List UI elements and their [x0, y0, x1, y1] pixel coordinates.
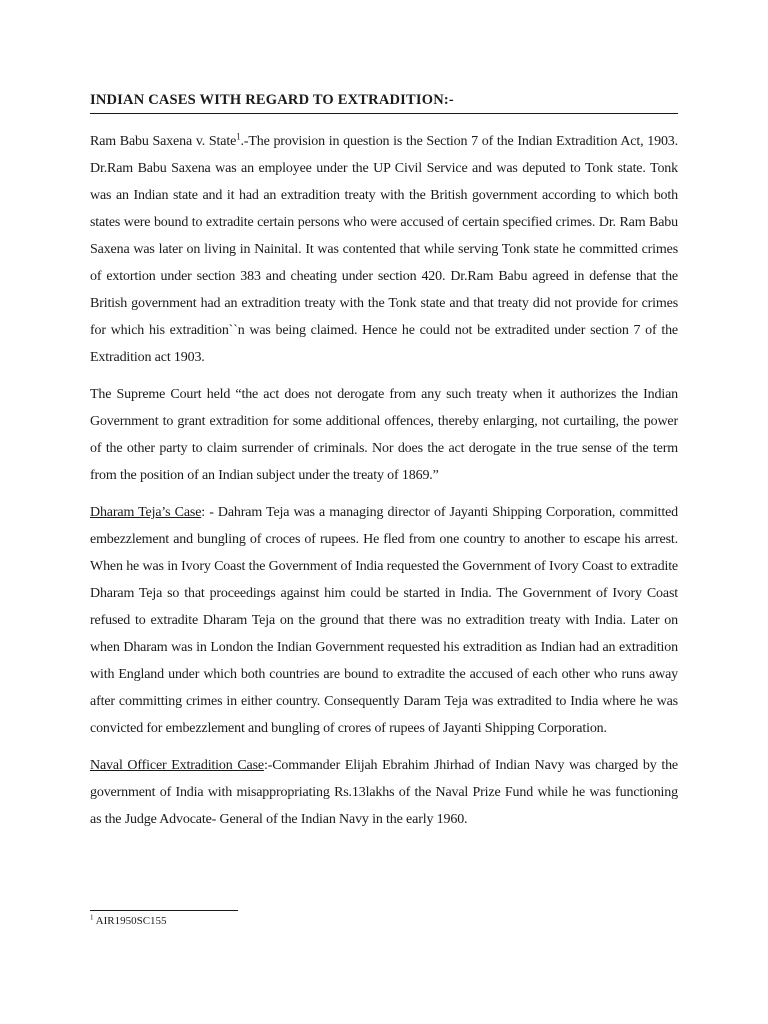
paragraph-supreme-court-held	[90, 381, 678, 489]
paragraph-text: : - Dahram Teja was a managing director of Jayanti Shipping Corporation, committed embezzlement and bungling of croces of rupees. He fled from one country to another to escape his arrest. When he was in Ivory Coast the Government of India requested the Government of Ivory Coast to extradite Dharam Teja so that proceedings against him could be started in India. The Government of Ivory Coast refused to extradite Dharam Teja on the ground that there was no extradition treaty with India. Later on when Dharam was in London the Indian Government requested his extradition as Indian had an extradition with England under which both countries are bound to extradite the accused of each other who runs away after committing crimes in either country. Consequently Daram Teja was extradited to India where he was convicted for embezzlement and bungling of crores of rupees of Jayanti Shipping Corporation.	[90, 505, 678, 736]
footnote-divider	[90, 910, 238, 911]
paragraph-text: :-Commander Elijah Ebrahim Jhirhad of Indian Navy was charged by the government of India with misappropriating Rs.13lakhs of the Naval Prize Fund while he was functioning as the Judge Advocate- General of the Indian Navy in the early 1960.	[90, 758, 678, 827]
case-name-naval-officer: Naval Officer Extradition Case	[90, 758, 264, 773]
footnote-ref[interactable]: 1	[236, 131, 241, 142]
document-body	[90, 92, 678, 843]
paragraph-dharam-teja	[90, 499, 678, 742]
paragraph-text: .-The provision in question is the Section 7 of the Indian Extradition Act, 1903. Dr.Ram Babu Saxena was an employee under the UP Civil Service and was deputed to Tonk state. Tonk was an Indian state and it had an extradition treaty with the British government according to which both states were bound to extradite certain persons who were accused of certain specified crimes. Dr. Ram Babu Saxena was later on living in Nainital. It was contented that while serving Tonk state he committed crimes of extortion under section 383 and cheating under section 420. Dr.Ram Babu agreed in defense that the British government had an extradition treaty with the Tonk state and that treaty did not provide for crimes for which his extradition``n was being claimed. Hence he could not be extradited under section 7 of the Extradition act 1903.	[90, 134, 678, 365]
section-heading: INDIAN CASES WITH REGARD TO EXTRADITION:-	[90, 92, 678, 114]
paragraph-naval-officer	[90, 752, 678, 833]
footnote-number: 1	[90, 913, 94, 922]
paragraph-text: The Supreme Court held “the act does not derogate from any such treaty when it authorizes the Indian Government to grant extradition for some additional offences, thereby enlarging, not curtailing, the power of the other party to claim surrender of criminals. Nor does the act derogate in the true sense of the term from the position of an Indian subject under the treaty of 1869.”	[90, 387, 678, 483]
case-name-dharam-teja: Dharam Teja’s Case	[90, 505, 202, 520]
case-name-ram-babu-saxena: Ram Babu Saxena v. State	[90, 134, 237, 149]
footnote-area	[90, 910, 678, 928]
paragraph-ram-babu-saxena	[90, 128, 678, 371]
footnote	[90, 914, 678, 928]
footnote-text: AIR1950SC155	[93, 915, 167, 927]
